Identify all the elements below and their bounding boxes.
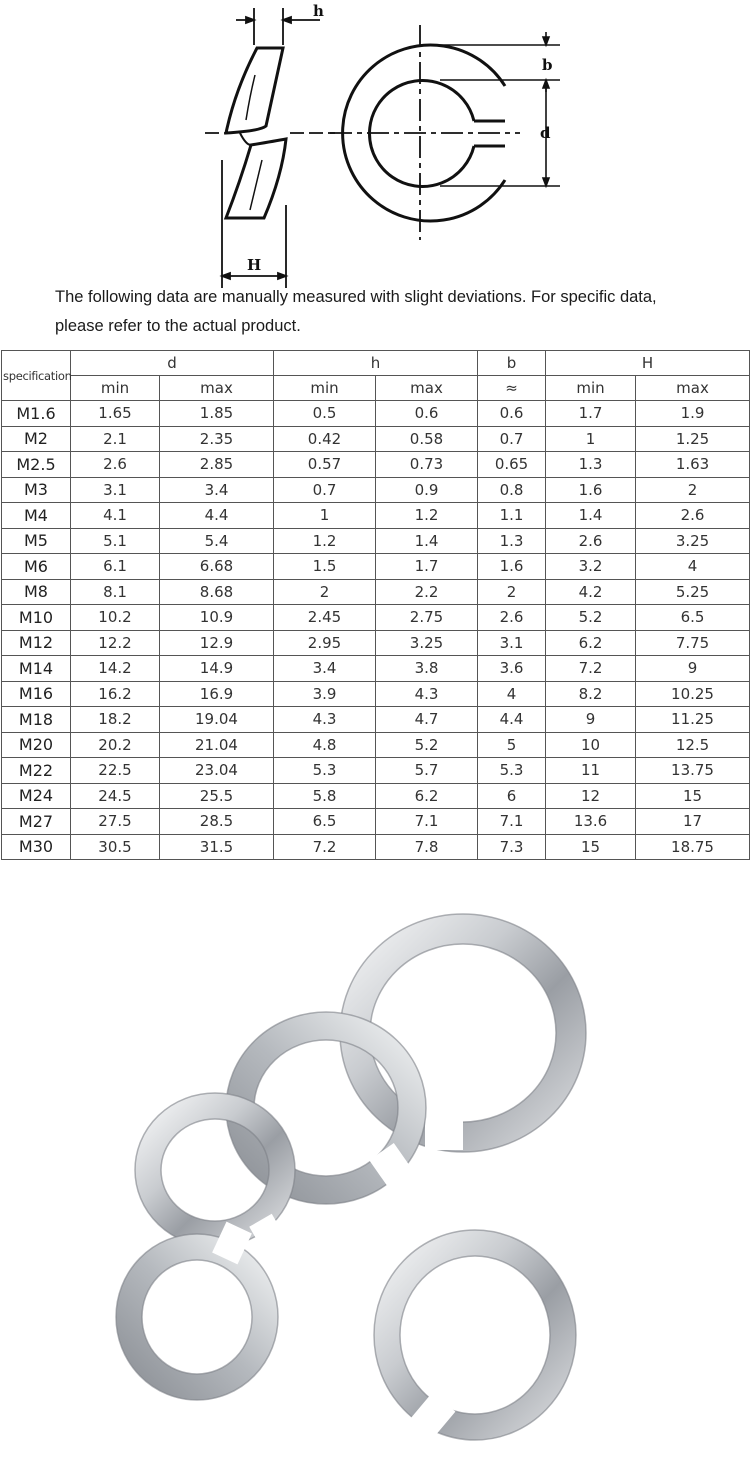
cell-H-max: 12.5 <box>636 732 750 758</box>
table-row <box>2 401 750 427</box>
cell-d-max: 19.04 <box>160 707 274 733</box>
cell-h-min: 5.3 <box>274 758 376 784</box>
cell-specification: M4 <box>2 503 71 529</box>
cell-h-max: 2.75 <box>376 605 478 631</box>
cell-specification: M20 <box>2 732 71 758</box>
cell-H-min: 15 <box>546 834 636 860</box>
cell-d-max: 2.35 <box>160 426 274 452</box>
cell-h-max: 5.7 <box>376 758 478 784</box>
cell-H-max: 1.25 <box>636 426 750 452</box>
header-specification: specification <box>2 351 71 401</box>
specification-table <box>1 350 750 860</box>
cell-b-approx: 4 <box>478 681 546 707</box>
cell-d-max: 31.5 <box>160 834 274 860</box>
table-row <box>2 656 750 682</box>
cell-specification: M27 <box>2 809 71 835</box>
cell-H-min: 1.4 <box>546 503 636 529</box>
header-h: h <box>274 351 478 376</box>
cell-h-max: 0.6 <box>376 401 478 427</box>
cell-h-max: 6.2 <box>376 783 478 809</box>
cell-h-min: 1.2 <box>274 528 376 554</box>
cell-d-max: 2.85 <box>160 452 274 478</box>
cell-d-max: 10.9 <box>160 605 274 631</box>
cell-h-max: 0.58 <box>376 426 478 452</box>
cell-H-min: 9 <box>546 707 636 733</box>
cell-h-min: 2.45 <box>274 605 376 631</box>
table-row <box>2 809 750 835</box>
cell-b-approx: 3.1 <box>478 630 546 656</box>
cell-H-max: 11.25 <box>636 707 750 733</box>
cell-H-max: 13.75 <box>636 758 750 784</box>
cell-H-max: 2 <box>636 477 750 503</box>
cell-specification: M16 <box>2 681 71 707</box>
cell-d-min: 1.65 <box>71 401 160 427</box>
measurement-note <box>55 283 735 341</box>
cell-H-min: 13.6 <box>546 809 636 835</box>
cell-specification: M30 <box>2 834 71 860</box>
specification-rows <box>2 401 750 860</box>
cell-H-max: 17 <box>636 809 750 835</box>
label-d: d <box>540 124 551 142</box>
cell-H-min: 5.2 <box>546 605 636 631</box>
cell-d-max: 25.5 <box>160 783 274 809</box>
cell-h-max: 3.8 <box>376 656 478 682</box>
cell-H-min: 10 <box>546 732 636 758</box>
cell-h-max: 5.2 <box>376 732 478 758</box>
product-photo-spring-washers <box>0 880 750 1483</box>
cell-b-approx: 0.8 <box>478 477 546 503</box>
cell-b-approx: 0.65 <box>478 452 546 478</box>
cell-h-max: 7.8 <box>376 834 478 860</box>
cell-specification: M14 <box>2 656 71 682</box>
header-H: H <box>546 351 750 376</box>
cell-H-min: 11 <box>546 758 636 784</box>
subheader-b-approx: ≈ <box>478 376 546 401</box>
cell-H-max: 7.75 <box>636 630 750 656</box>
cell-H-min: 7.2 <box>546 656 636 682</box>
washer-5 <box>374 1230 576 1440</box>
table-row <box>2 732 750 758</box>
side-view-lower-half <box>226 139 286 218</box>
cell-H-max: 10.25 <box>636 681 750 707</box>
note-line-2: please refer to the actual product. <box>55 317 301 335</box>
cell-d-min: 20.2 <box>71 732 160 758</box>
subheader-H-max: max <box>636 376 750 401</box>
table-row <box>2 834 750 860</box>
cell-specification: M12 <box>2 630 71 656</box>
cell-h-max: 4.3 <box>376 681 478 707</box>
cell-b-approx: 6 <box>478 783 546 809</box>
label-b: b <box>542 56 553 74</box>
cell-b-approx: 1.1 <box>478 503 546 529</box>
cell-h-min: 0.57 <box>274 452 376 478</box>
cell-H-min: 1.7 <box>546 401 636 427</box>
cell-h-min: 5.8 <box>274 783 376 809</box>
cell-d-min: 14.2 <box>71 656 160 682</box>
washer-3 <box>135 1093 295 1256</box>
cell-d-max: 16.9 <box>160 681 274 707</box>
cell-specification: M2 <box>2 426 71 452</box>
cell-h-min: 1 <box>274 503 376 529</box>
cell-h-min: 3.4 <box>274 656 376 682</box>
cell-h-max: 1.2 <box>376 503 478 529</box>
cell-H-min: 1.3 <box>546 452 636 478</box>
cell-specification: M5 <box>2 528 71 554</box>
cell-d-max: 5.4 <box>160 528 274 554</box>
cell-h-max: 1.7 <box>376 554 478 580</box>
cell-h-max: 4.7 <box>376 707 478 733</box>
cell-d-max: 3.4 <box>160 477 274 503</box>
table-row <box>2 605 750 631</box>
cell-H-max: 18.75 <box>636 834 750 860</box>
cell-h-min: 6.5 <box>274 809 376 835</box>
cell-b-approx: 1.3 <box>478 528 546 554</box>
note-line-1: The following data are manually measured with slight deviations. For specific data, <box>55 288 657 306</box>
cell-h-min: 4.3 <box>274 707 376 733</box>
cell-h-max: 0.73 <box>376 452 478 478</box>
cell-b-approx: 7.3 <box>478 834 546 860</box>
subheader-h-min: min <box>274 376 376 401</box>
cell-H-min: 1.6 <box>546 477 636 503</box>
cell-h-min: 4.8 <box>274 732 376 758</box>
subheader-d-max: max <box>160 376 274 401</box>
cell-d-max: 14.9 <box>160 656 274 682</box>
cell-specification: M24 <box>2 783 71 809</box>
cell-specification: M18 <box>2 707 71 733</box>
washer-4 <box>116 1222 278 1400</box>
cell-H-min: 4.2 <box>546 579 636 605</box>
cell-d-min: 27.5 <box>71 809 160 835</box>
cell-H-max: 6.5 <box>636 605 750 631</box>
cell-d-max: 1.85 <box>160 401 274 427</box>
cell-d-min: 2.1 <box>71 426 160 452</box>
cell-h-max: 0.9 <box>376 477 478 503</box>
cell-H-min: 6.2 <box>546 630 636 656</box>
cell-h-min: 0.7 <box>274 477 376 503</box>
cell-specification: M1.6 <box>2 401 71 427</box>
cell-h-max: 2.2 <box>376 579 478 605</box>
cell-b-approx: 0.7 <box>478 426 546 452</box>
cell-h-min: 2.95 <box>274 630 376 656</box>
cell-specification: M10 <box>2 605 71 631</box>
table-row <box>2 426 750 452</box>
table-row <box>2 630 750 656</box>
cell-H-min: 1 <box>546 426 636 452</box>
cell-H-max: 3.25 <box>636 528 750 554</box>
cell-H-min: 8.2 <box>546 681 636 707</box>
cell-d-min: 6.1 <box>71 554 160 580</box>
cell-H-max: 5.25 <box>636 579 750 605</box>
cell-d-min: 18.2 <box>71 707 160 733</box>
table-row <box>2 452 750 478</box>
cell-d-min: 3.1 <box>71 477 160 503</box>
cell-d-max: 23.04 <box>160 758 274 784</box>
header-d: d <box>71 351 274 376</box>
cell-specification: M22 <box>2 758 71 784</box>
subheader-H-min: min <box>546 376 636 401</box>
cell-H-max: 1.63 <box>636 452 750 478</box>
cell-b-approx: 2 <box>478 579 546 605</box>
cell-H-min: 12 <box>546 783 636 809</box>
cell-H-max: 15 <box>636 783 750 809</box>
table-row <box>2 681 750 707</box>
cell-d-min: 16.2 <box>71 681 160 707</box>
cell-b-approx: 7.1 <box>478 809 546 835</box>
cell-d-max: 6.68 <box>160 554 274 580</box>
cell-h-min: 2 <box>274 579 376 605</box>
header-b: b <box>478 351 546 376</box>
label-H: H <box>247 256 262 274</box>
cell-d-min: 4.1 <box>71 503 160 529</box>
cell-h-min: 7.2 <box>274 834 376 860</box>
cell-d-min: 30.5 <box>71 834 160 860</box>
cell-h-max: 7.1 <box>376 809 478 835</box>
cell-b-approx: 3.6 <box>478 656 546 682</box>
cell-d-min: 22.5 <box>71 758 160 784</box>
cell-h-max: 1.4 <box>376 528 478 554</box>
table-row <box>2 477 750 503</box>
cell-d-max: 12.9 <box>160 630 274 656</box>
cell-H-max: 1.9 <box>636 401 750 427</box>
cell-d-min: 8.1 <box>71 579 160 605</box>
cell-d-min: 5.1 <box>71 528 160 554</box>
cell-specification: M3 <box>2 477 71 503</box>
cell-H-max: 4 <box>636 554 750 580</box>
subheader-h-max: max <box>376 376 478 401</box>
cell-d-min: 24.5 <box>71 783 160 809</box>
cell-d-min: 2.6 <box>71 452 160 478</box>
cell-b-approx: 0.6 <box>478 401 546 427</box>
table-row <box>2 758 750 784</box>
cell-d-max: 4.4 <box>160 503 274 529</box>
cell-b-approx: 2.6 <box>478 605 546 631</box>
subheader-d-min: min <box>71 376 160 401</box>
cell-b-approx: 5.3 <box>478 758 546 784</box>
cell-d-min: 12.2 <box>71 630 160 656</box>
cell-h-min: 0.42 <box>274 426 376 452</box>
washer-dimension-diagram <box>0 0 750 290</box>
cell-H-max: 2.6 <box>636 503 750 529</box>
cell-specification: M6 <box>2 554 71 580</box>
cell-h-min: 1.5 <box>274 554 376 580</box>
table-row <box>2 554 750 580</box>
label-h: h <box>313 2 324 20</box>
table-row <box>2 783 750 809</box>
side-view-upper-half <box>226 48 283 133</box>
cell-b-approx: 4.4 <box>478 707 546 733</box>
cell-b-approx: 1.6 <box>478 554 546 580</box>
table-row <box>2 528 750 554</box>
table-row <box>2 707 750 733</box>
cell-d-max: 21.04 <box>160 732 274 758</box>
cell-H-max: 9 <box>636 656 750 682</box>
cell-h-max: 3.25 <box>376 630 478 656</box>
table-row <box>2 503 750 529</box>
cell-b-approx: 5 <box>478 732 546 758</box>
cell-d-max: 8.68 <box>160 579 274 605</box>
cell-h-min: 3.9 <box>274 681 376 707</box>
cell-specification: M8 <box>2 579 71 605</box>
cell-h-min: 0.5 <box>274 401 376 427</box>
cell-d-min: 10.2 <box>71 605 160 631</box>
table-row <box>2 579 750 605</box>
cell-specification: M2.5 <box>2 452 71 478</box>
cell-d-max: 28.5 <box>160 809 274 835</box>
cell-H-min: 2.6 <box>546 528 636 554</box>
cell-H-min: 3.2 <box>546 554 636 580</box>
